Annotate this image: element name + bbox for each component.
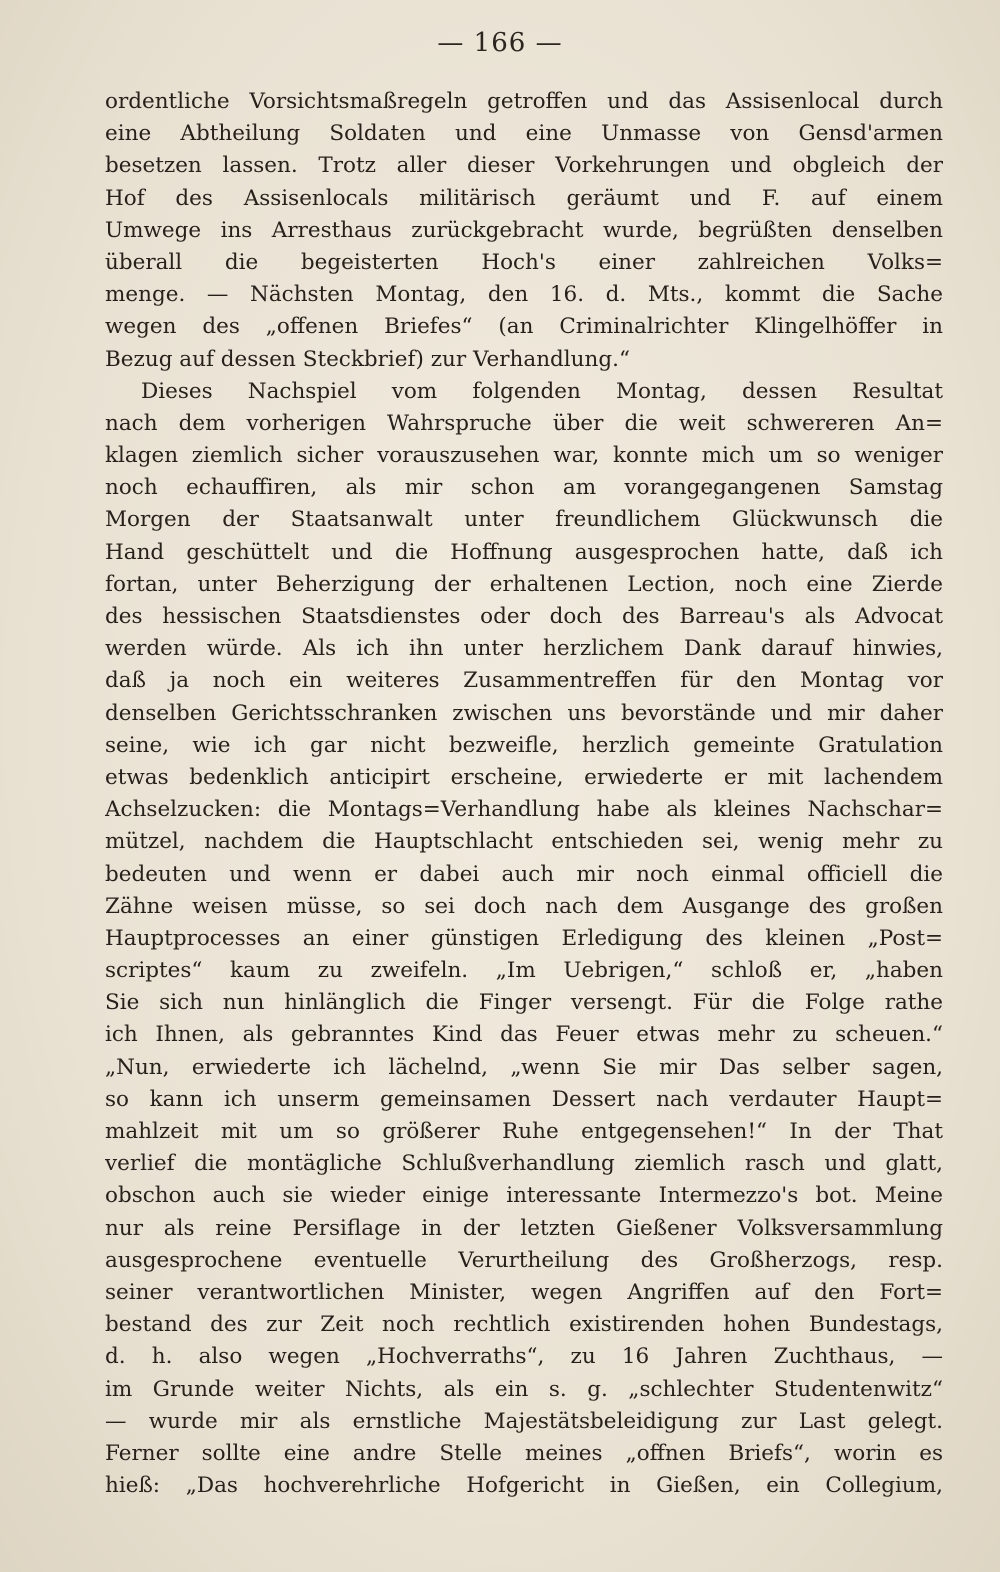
text-line: Morgen der Staatsanwalt unter freundlichem Glückwunsch die [105,507,943,533]
text-line: verlief die montägliche Schlußverhandlung ziemlich rasch und glatt, [105,1151,943,1177]
text-line: ich Ihnen, als gebranntes Kind das Feuer etwas mehr zu scheuen.“ [105,1022,943,1048]
text-line: Dieses Nachspiel vom folgenden Montag, dessen Resultat [141,378,943,404]
text-line: im Grunde weiter Nichts, als ein s. g. „schlechter Studentenwitz“ [105,1376,943,1402]
text-line: so kann ich unserm gemeinsamen Dessert nach verdauter Haupt= [105,1086,943,1112]
text-line: bedeuten und wenn er dabei auch mir noch einmal officiell die [105,861,943,887]
text-line: denselben Gerichtsschranken zwischen uns bevorstände und mir daher [105,700,943,726]
text-line: klagen ziemlich sicher vorauszusehen war, konnte mich um so weniger [105,443,943,469]
text-line: Zähne weisen müsse, so sei doch nach dem Ausgange des großen [105,893,943,919]
text-line: d. h. also wegen „Hochverraths“, zu 16 Jahren Zuchthaus, — [105,1344,943,1370]
text-line: ausgesprochene eventuelle Verurtheilung des Großherzogs, resp. [105,1247,943,1273]
text-line: Bezug auf dessen Steckbrief) zur Verhandlung.“ [105,346,630,372]
text-line: Sie sich nun hinlänglich die Finger versengt. Für die Folge rathe [105,990,943,1016]
text-line: obschon auch sie wieder einige interessante Intermezzo's bot. Meine [105,1183,943,1209]
text-line: Ferner sollte eine andre Stelle meines „offnen Briefs“, worin es [105,1440,943,1466]
text-line: — wurde mir als ernstliche Majestätsbeleidigung zur Last gelegt. [105,1408,943,1434]
text-line: Hauptprocesses an einer günstigen Erledigung des kleinen „Post= [105,925,943,951]
text-line: mahlzeit mit um so größerer Ruhe entgegensehen!“ In der That [105,1119,943,1144]
text-line: Achselzucken: die Montags=Verhandlung habe als kleines Nachschar= [105,797,943,823]
body-text [105,86,943,1502]
text-line: fortan, unter Beherzigung der erhaltenen Lection, noch eine Zierde [105,571,943,597]
text-line: Umwege ins Arresthaus zurückgebracht wurde, begrüßten denselben [105,217,943,243]
text-line: hieß: „Das hochverehrliche Hofgericht in Gießen, ein Collegium, [105,1473,943,1499]
text-line: werden würde. Als ich ihn unter herzlichem Dank darauf hinwies, [105,636,943,662]
page-number: — 166 — [437,28,563,58]
text-line: eine Abtheilung Soldaten und eine Unmasse von Gensd'armen [105,121,943,147]
text-line: noch echauffiren, als mir schon am vorangegangenen Samstag [105,475,943,501]
text-line: menge. — Nächsten Montag, den 16. d. Mts., kommt die Sache [105,282,943,308]
text-line: daß ja noch ein weiteres Zusammentreffen für den Montag vor [105,668,943,694]
text-line: bestand des zur Zeit noch rechtlich existirenden hohen Bundestags, [105,1312,943,1338]
text-line: ordentliche Vorsichtsmaßregeln getroffen und das Assisenlocal durch [105,89,943,114]
text-line: mützel, nachdem die Hauptschlacht entschieden sei, wenig mehr zu [105,829,943,855]
text-line: nur als reine Persiflage in der letzten Gießener Volksversammlung [105,1215,943,1241]
text-line: etwas bedenklich anticipirt erscheine, erwiederte er mit lachendem [105,764,943,790]
text-line: des hessischen Staatsdienstes oder doch des Barreau's als Advocat [105,604,943,629]
text-line: Hof des Assisenlocals militärisch geräumt und F. auf einem [105,185,943,211]
text-line: wegen des „offenen Briefes“ (an Criminalrichter Klingelhöffer in [105,314,943,340]
text-line: besetzen lassen. Trotz aller dieser Vorkehrungen und obgleich der [105,153,943,179]
text-line: scriptes“ kaum zu zweifeln. „Im Uebrigen,“ schloß er, „haben [105,958,943,984]
text-line: überall die begeisterten Hoch's einer zahlreichen Volks= [105,249,943,275]
text-line: Hand geschüttelt und die Hoffnung ausgesprochen hatte, daß ich [105,539,943,565]
text-line: seine, wie ich gar nicht bezweifle, herzlich gemeinte Gratulation [105,732,943,758]
text-line: nach dem vorherigen Wahrspruche über die weit schwereren An= [105,410,943,436]
text-line: „Nun, erwiederte ich lächelnd, „wenn Sie mir Das selber sagen, [105,1054,943,1080]
text-line: seiner verantwortlichen Minister, wegen Angriffen auf den Fort= [105,1279,943,1305]
